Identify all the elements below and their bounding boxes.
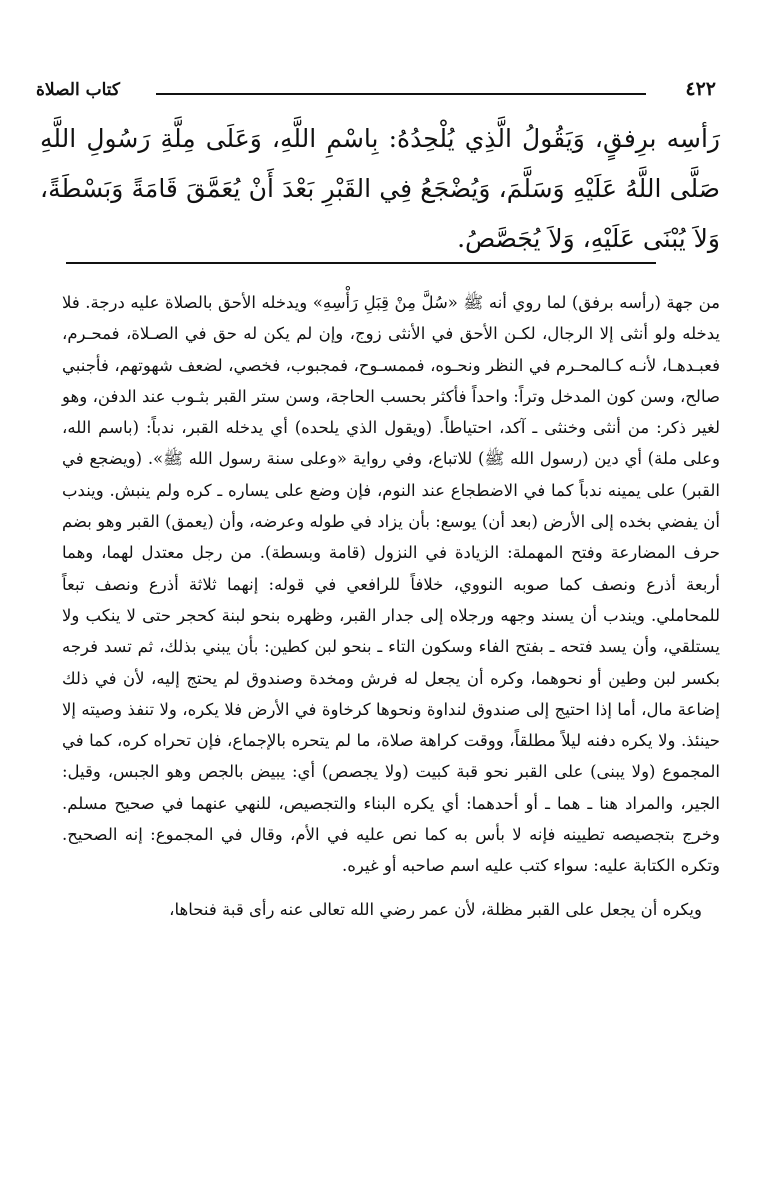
- commentary-paragraph: ويكره أن يجعل على القبر مظلة، لأن عمر رضي الله تعالى عنه رأى قبة فنحاها،: [169, 899, 702, 919]
- footnote-separator: [66, 262, 656, 264]
- header-rule: [156, 93, 646, 95]
- book-title: كتاب الصلاة: [36, 80, 121, 100]
- page-header: [36, 78, 716, 106]
- commentary-paragraph: من جهة (رأسه برفق) لما روي أنه ﷺ «سُلَّ مِنْ قِبَلِ رَأْسِهِ» ويدخله الأحق بالصلاة عليه درجة. فلا يدخله ولو أنثى إلا الرجال، لكـن الأحق في الأنثى زوج، وإن لم يكن له حق في الصـلاة، فمحـرم، فعبـدهـا، لأنـه كـالمحـرم في النظر ونحـوه، فممسـوح، فمجبوب، فخصي، لضعف شهوتهم، فأجنبي صالح، وسن كون المدخل وتراً: واحداً فأكثر بحسب الحاجة، وسن ستر القبر بثـوب عند الدفن، وهو لغير ذكر: من أنثى وخنثى ـ آكد، احتياطاً. (ويقول الذي يلحده) أي يدخله القبر، ندباً: (باسم الله، وعلى ملة) أي دين (رسول الله ﷺ) للاتباع، وفي رواية «وعلى سنة رسول الله ﷺ». (ويضجع في القبر) على يمينه ندباً كما في الاضطجاع عند النوم، فإن وضع على يساره ـ كره ولم ينبش. ويندب أن يفضي بخده إلى الأرض (بعد أن) يوسع: بأن يزاد في طوله وعرضه، وأن (يعمق) القبر وهو بضم حرف المضارعة وفتح المهملة: الزيادة في النزول (قامة وبسطة). من رجل معتدل لهما، وهما أربعة أذرع ونصف كما صوبه النووي، خلافاً للرافعي في قوله: إنهما ثلاثة أذرع ونصف تبعاً للمحاملي. ويندب أن يسند وجهه ورجلاه إلى جدار القبر، وظهره بنحو لبنة كحجر حتى لا ينكب ولا يستلقي، وأن يسد فتحه ـ بفتح الفاء وسكون التاء ـ بنحو لبن كطين: بأن يبني بذلك، ثم تسد فرجه بكسر لبن وطين أو نحوهما، وكره أن يجعل له فرش ومخدة وصندوق لم يحتج إليه، لأن في ذلك إضاعة مال، أما إذا احتيج إلى صندوق لنداوة ونحوها كرخاوة في الأرض فلا يكره، ولا تنفذ وصيته إلا حينئذ. ولا يكره دفنه ليلاً مطلقاً، ووقت كراهة صلاة، ما لم يتحره بالإجماع، فإن تحراه كره، كما في المجموع (ولا يبنى) على القبر نحو قبة كبيت (ولا يجصص) أي: يبيض بالجص وهو الجبس، وقيل: الجير، والمراد هنا ـ هما ـ أو أحدهما: أي يكره البناء والتجصيص، للنهي عنهما في صحيح مسلم. وخرج بتجصيصه تطيينه فإنه لا بأس به كما نص عليه في الأم، وقال في المجموع: إنه الصحيح. وتكره الكتابة عليه: سواء كتب عليه اسم صاحبه أو غيره.: [62, 293, 720, 876]
- matn-text: رَأسِه برِفقٍ، وَيَقُولُ الَّذِي يُلْحِدُهُ: بِاسْمِ اللَّهِ، وَعَلَى مِلَّةِ رَسُولِ اللَّهِ صَلَّى اللَّهُ عَلَيْهِ وَسَلَّمَ، وَيُضْجَعُ فِي القَبْرِ بَعْدَ أَنْ يُعَمَّقَ قَامَةً وَبَسْطَةً، وَلاَ يُبْنَى عَلَيْهِ، وَلاَ يُجَصَّصُ.: [40, 124, 720, 253]
- commentary: [62, 287, 720, 925]
- page-number: ٤٢٢: [685, 78, 716, 100]
